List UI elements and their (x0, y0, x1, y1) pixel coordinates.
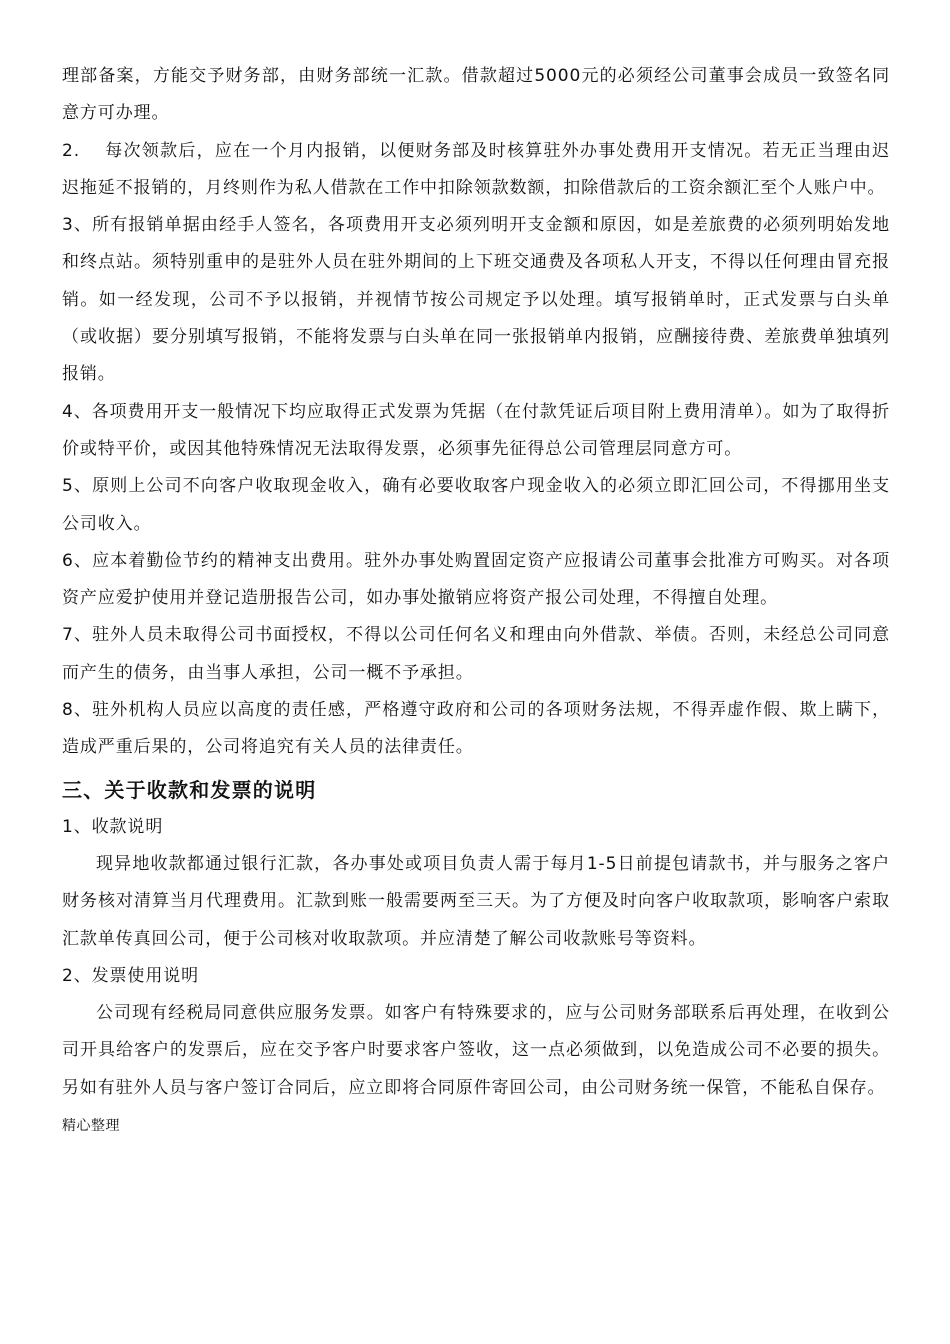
clause-6: 6、应本着勤俭节约的精神支出费用。驻外办事处购置固定资产应报请公司董事会批准方可购买。对各项资产应爱护使用并登记造册报告公司，如办事处撤销应将资产报公司处理，不得擅自处理。 (62, 550, 890, 609)
clause-5: 5、原则上公司不向客户收取现金收入，确有必要收取客户现金收入的必须立即汇回公司，不得挪用坐支公司收入。 (62, 476, 890, 534)
section-3-title: 三、关于收款和发票的说明 (62, 777, 317, 802)
paragraph-continuation: 理部备案，方能交予财务部，由财务部统一汇款。借款超过5000元的必须经公司董事会成员一致签名同意方可办理。 (62, 66, 890, 124)
document-page (62, 58, 890, 1139)
clause-3: 3、所有报销单据由经手人签名，各项费用开支必须列明开支金额和原因，如是差旅费的必须列明始发地和终点站。须特别重申的是驻外人员在驻外期间的上下班交通费及各项私人开支，不得以任何理由冒充报销。如一经发现，公司不予以报销，并视情节按公司规定予以处理。填写报销单时，正式发票与白头单（或收据）要分别填写报销，不能将发票与白头单在同一张报销单内报销，应酬接待费、差旅费单独填列报销。 (62, 215, 890, 385)
clause-4: 4、各项费用开支一般情况下均应取得正式发票为凭据（在付款凭证后项目附上费用清单）。如为了取得折价或特平价，或因其他特殊情况无法取得发票，必须事先征得总公司管理层同意方可。 (62, 401, 890, 459)
subsection-invoice-text: 公司现有经税局同意供应服务发票。如客户有特殊要求的，应与公司财务部联系后再处理，在收到公司开具给客户的发票后，应在交予客户时要求客户签收，这一点必须做到，以免造成公司不必要的损失。另如有驻外人员与客户签订合同后，应立即将合同原件寄回公司，由公司财务统一保管，不能私自保存。 (62, 1003, 890, 1098)
clause-7: 7、驻外人员未取得公司书面授权，不得以公司任何名义和理由向外借款、举债。否则，未经总公司同意而产生的债务，由当事人承担，公司一概不予承担。 (62, 625, 890, 683)
subsection-collection-title: 1、收款说明 (62, 816, 164, 837)
clause-8: 8、驻外机构人员应以高度的责任感，严格遵守政府和公司的各项财务法规，不得弄虚作假、欺上瞒下，造成严重后果的，公司将追究有关人员的法律责任。 (62, 700, 890, 758)
clause-2: 2. 每次领款后，应在一个月内报销，以便财务部及时核算驻外办事处费用开支情况。若无正当理由迟迟拖延不报销的，月终则作为私人借款在工作中扣除领款数额，扣除借款后的工资余额汇至个人账户中。 (62, 140, 890, 198)
subsection-invoice-title: 2、发票使用说明 (62, 965, 200, 986)
page-footer: 精心整理 (62, 1118, 120, 1135)
subsection-collection-text: 现异地收款都通过银行汇款，各办事处或项目负责人需于每月1-5日前提包请款书，并与服务之客户财务核对清算当月代理费用。汇款到账一般需要两至三天。为了方便及时向客户收取款项，影响客户索取汇款单传真回公司，便于公司核对收取款项。并应清楚了解公司收款账号等资料。 (62, 853, 890, 949)
